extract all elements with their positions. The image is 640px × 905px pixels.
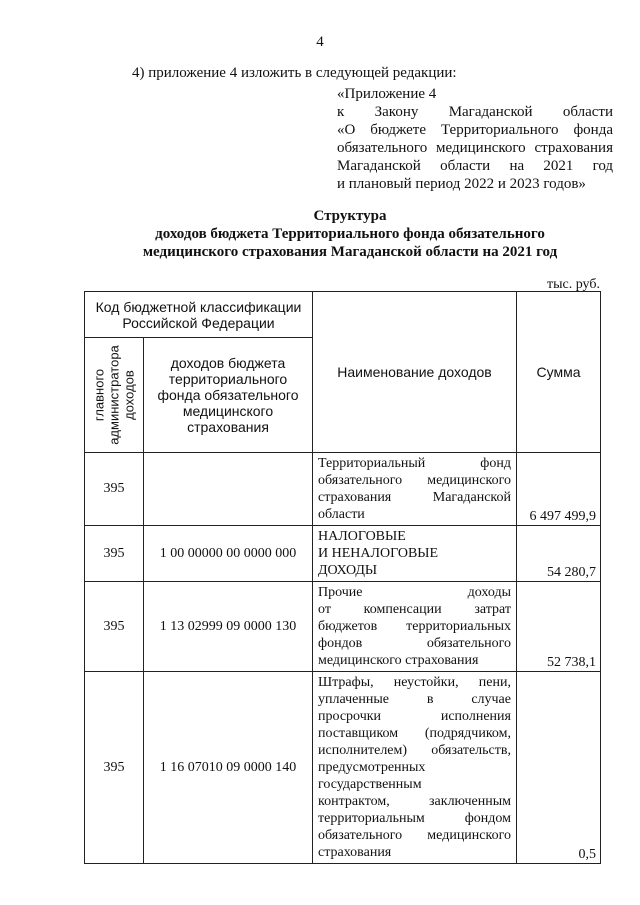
page-number: 4 xyxy=(316,34,324,50)
row-sum: 6 497 499,9 xyxy=(517,453,601,526)
row-admin-code: 395 xyxy=(85,672,144,864)
table-row xyxy=(85,672,601,864)
title-line-1: Структура xyxy=(313,208,387,224)
appendix-line-3: «О бюджете Территориального фонда xyxy=(337,122,613,138)
title-line-3: медицинского страхования Магаданской области на 2021 год xyxy=(142,244,558,260)
header-main-administrator: главного администратора доходов xyxy=(85,338,144,453)
table-row xyxy=(85,526,601,582)
row-income-code: 1 00 00000 00 0000 000 xyxy=(144,526,313,582)
row-sum: 54 280,7 xyxy=(517,526,601,582)
row-income-name: НАЛОГОВЫЕ И НЕНАЛОГОВЫЕ ДОХОДЫ xyxy=(313,526,517,582)
header-income-code: доходов бюджета территориального фонда обязательного медицинского страхования xyxy=(144,338,313,453)
row-income-code xyxy=(144,453,313,526)
row-income-name: Территориальный фонд обязательного медицинского страхования Магаданской области xyxy=(313,453,517,526)
appendix-line-5: Магаданской области на 2021 год xyxy=(337,158,614,174)
title-line-2: доходов бюджета Территориального фонда обязательного xyxy=(155,226,545,242)
unit-label: тыс. руб. xyxy=(547,277,600,292)
header-budget-classification: Код бюджетной классификации Российской Федерации xyxy=(85,292,313,338)
row-income-name: Штрафы, неустойки, пени, уплаченные в случае просрочки исполнения поставщиком (подрядчиком, исполнителем) обязательств, предусмотренных государственным контрактом, заключенным территориальным фондом обязательного медицинского страхования xyxy=(313,672,517,864)
document-title xyxy=(60,207,640,261)
row-income-name: Прочие доходы от компенсации затрат бюджетов территориальных фондов обязательного медицинского страхования xyxy=(313,582,517,672)
row-admin-code: 395 xyxy=(85,526,144,582)
row-admin-code: 395 xyxy=(85,582,144,672)
appendix-line-4: обязательного медицинского страхования xyxy=(337,140,613,156)
row-sum: 0,5 xyxy=(517,672,601,864)
intro-paragraph: 4) приложение 4 изложить в следующей редакции: xyxy=(132,65,457,81)
header-sum: Сумма xyxy=(517,292,601,453)
table-row xyxy=(85,582,601,672)
income-structure-table xyxy=(84,291,601,864)
row-sum: 52 738,1 xyxy=(517,582,601,672)
table-row xyxy=(85,453,601,526)
row-income-code: 1 13 02999 09 0000 130 xyxy=(144,582,313,672)
header-income-name: Наименование доходов xyxy=(313,292,517,453)
appendix-line-1: «Приложение 4 xyxy=(337,86,437,102)
row-income-code: 1 16 07010 09 0000 140 xyxy=(144,672,313,864)
row-admin-code: 395 xyxy=(85,453,144,526)
appendix-line-6: и плановый период 2022 и 2023 годов» xyxy=(337,176,586,192)
appendix-line-2: к Закону Магаданской области xyxy=(337,104,614,120)
appendix-header xyxy=(337,85,613,193)
